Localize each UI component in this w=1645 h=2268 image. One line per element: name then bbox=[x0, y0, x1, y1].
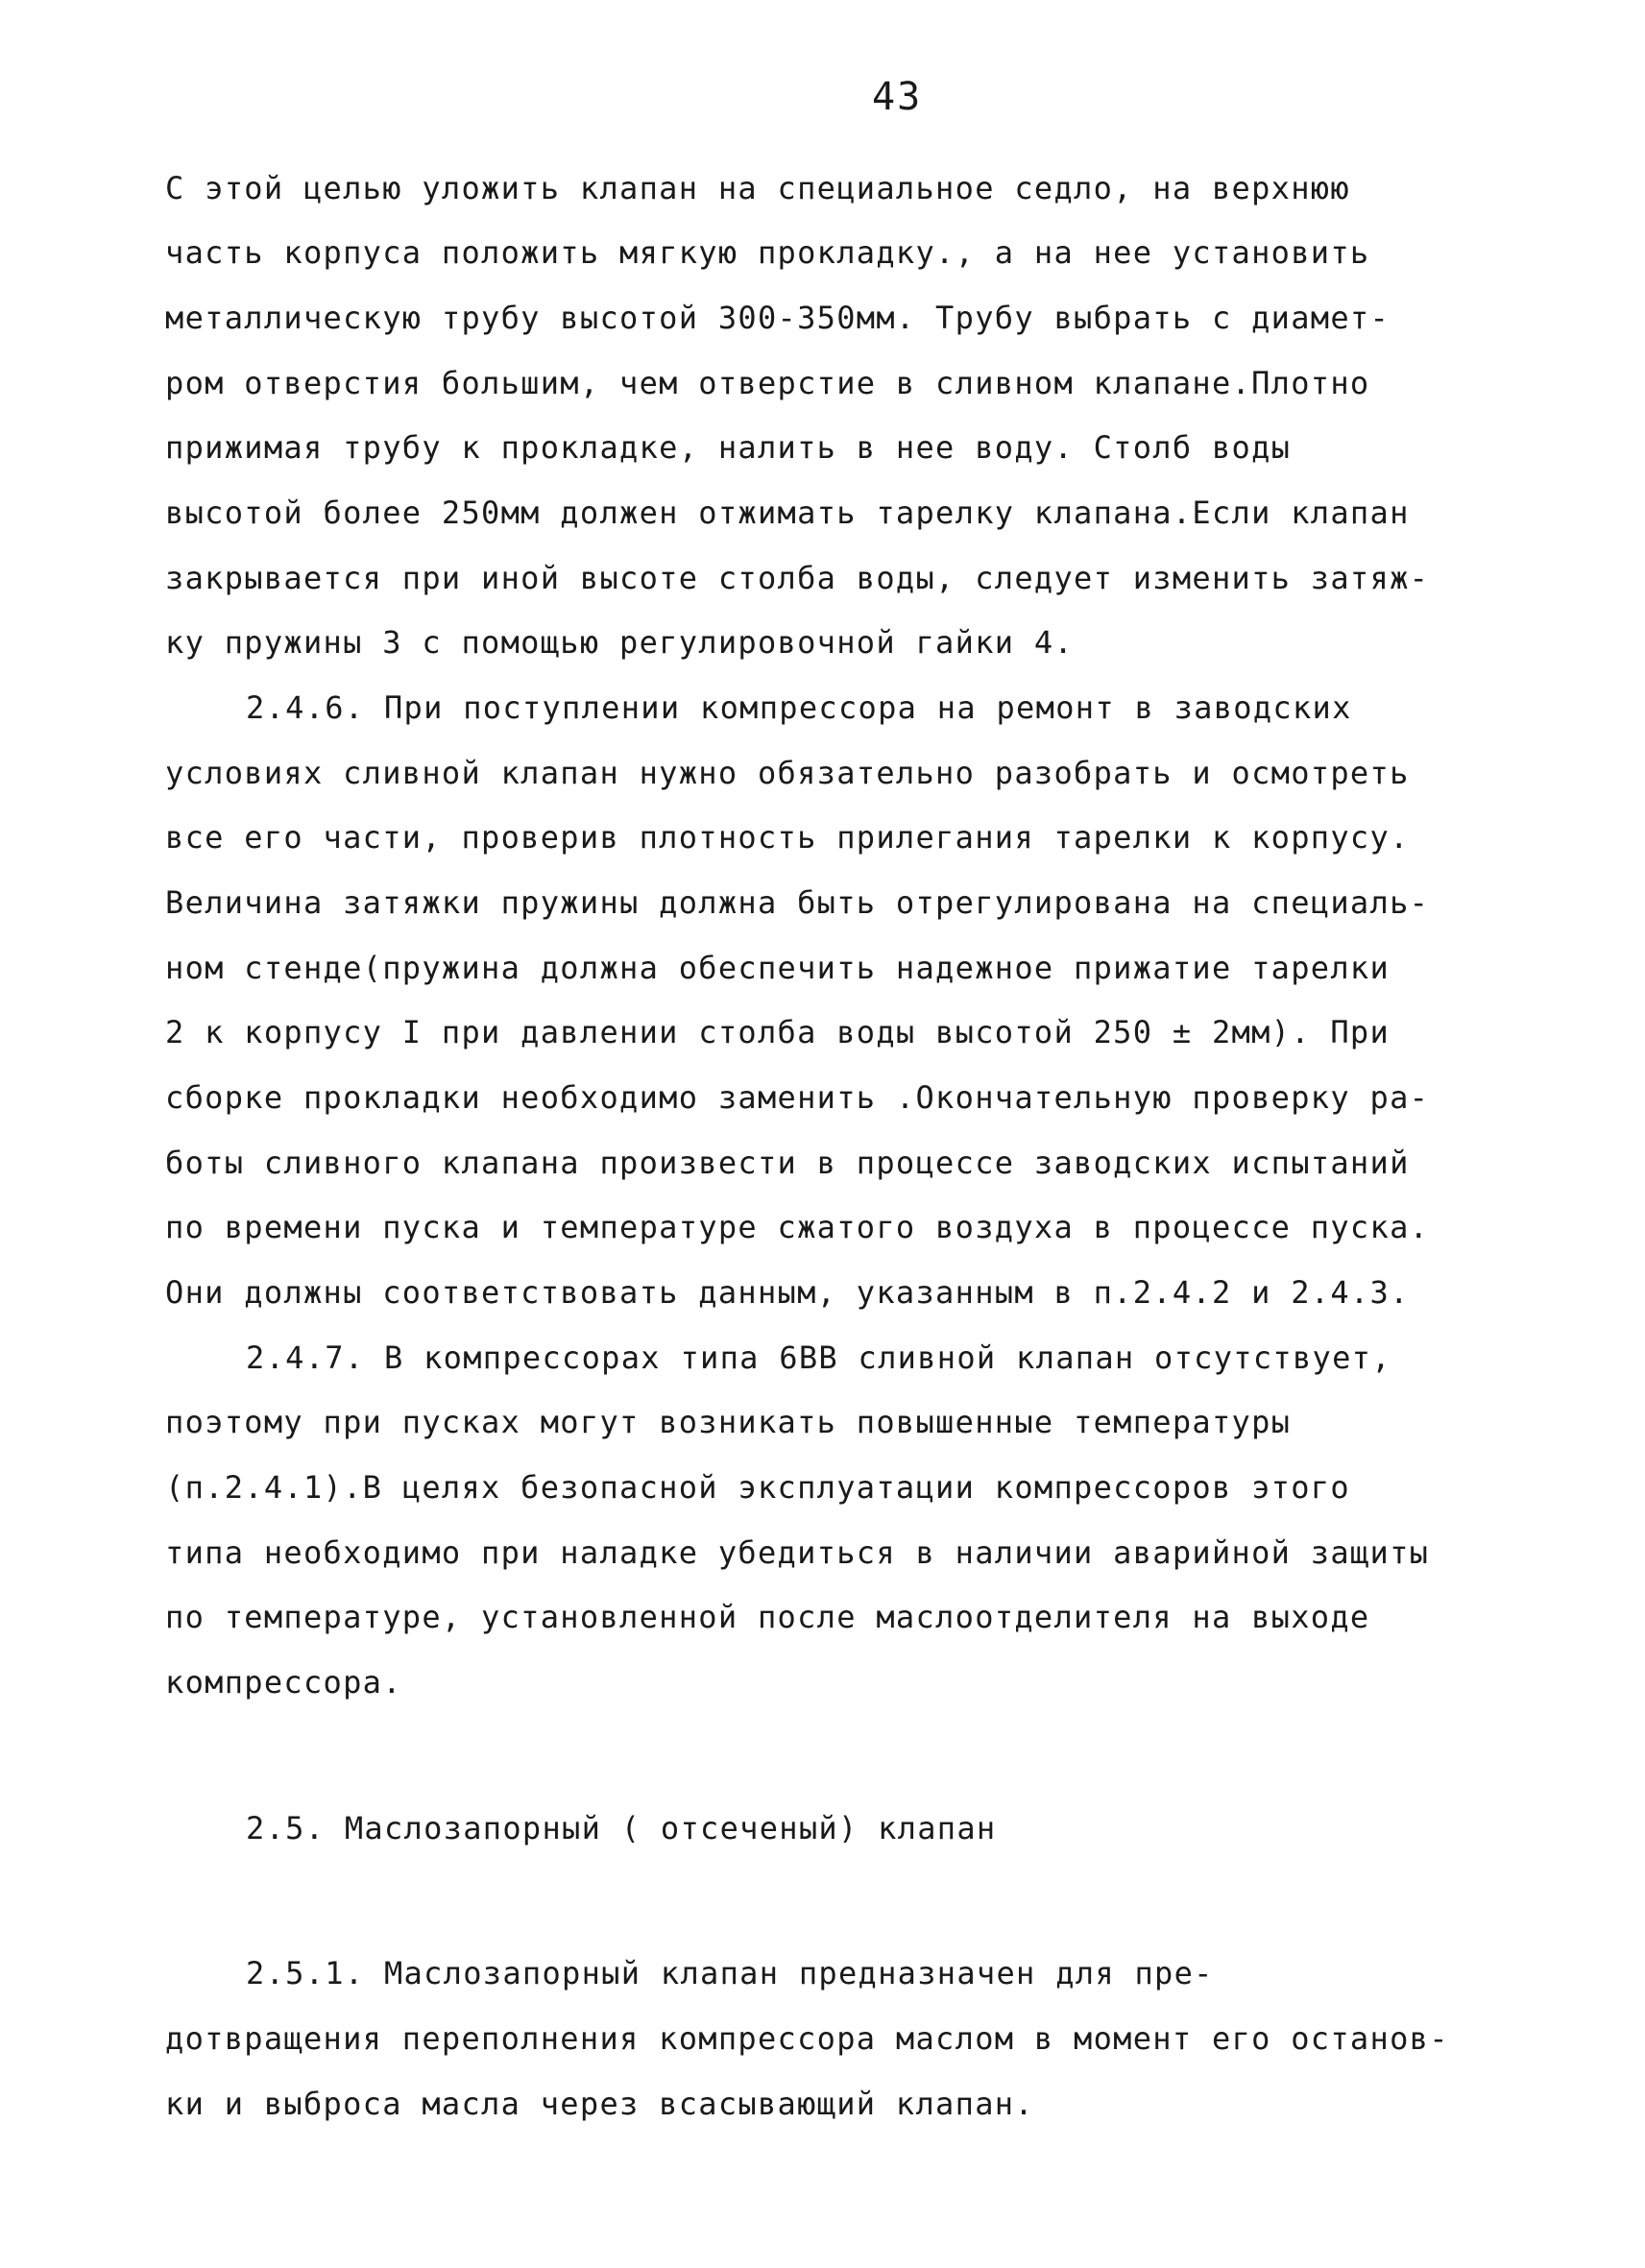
text-line: компрессора. bbox=[165, 1664, 402, 1701]
text-line: сборке прокладки необходимо заменить .Окончательную проверку ра- bbox=[165, 1079, 1430, 1116]
text-line: дотвращения переполнения компрессора маслом в момент его останов- bbox=[165, 2020, 1449, 2057]
text-line: С этой целью уложить клапан на специальное седло, на верхнюю bbox=[165, 170, 1350, 206]
paragraph-2-4-6-start: 2.4.6. При поступлении компрессора на ремонт в заводских bbox=[246, 689, 1352, 726]
paragraph-2-4-7-start: 2.4.7. В компрессорах типа 6ВВ сливной клапан отсутствует, bbox=[246, 1339, 1391, 1376]
text-line: типа необходимо при наладке убедиться в наличии аварийной защиты bbox=[165, 1534, 1430, 1571]
text-line: боты сливного клапана произвести в процессе заводских испытаний bbox=[165, 1145, 1410, 1181]
text-line: по времени пуска и температуре сжатого воздуха в процессе пуска. bbox=[165, 1209, 1430, 1245]
text-line: ки и выброса масла через всасывающий клапан. bbox=[165, 2086, 1034, 2122]
section-heading-2-5: 2.5. Маслозапорный ( отсеченый) клапан bbox=[246, 1810, 997, 1846]
text-line: часть корпуса положить мягкую прокладку., а на нее установить bbox=[165, 234, 1370, 271]
paragraph-2-5-1-start: 2.5.1. Маслозапорный клапан предназначен для пре- bbox=[246, 1955, 1214, 1991]
text-line: 2 к корпусу I при давлении столба воды высотой 250 ± 2мм). При bbox=[165, 1014, 1391, 1050]
text-line: Величина затяжки пружины должна быть отрегулирована на специаль- bbox=[165, 884, 1430, 921]
text-line: закрывается при иной высоте столба воды, следует изменить затяж- bbox=[165, 560, 1430, 596]
text-line: ном стенде(пружина должна обеспечить надежное прижатие тарелки bbox=[165, 950, 1391, 986]
text-line: прижимая трубу к прокладке, налить в нее воду. Столб воды bbox=[165, 429, 1292, 466]
text-line: Они должны соответствовать данным, указанным в п.2.4.2 и 2.4.3. bbox=[165, 1274, 1410, 1311]
text-line: ку пружины 3 с помощью регулировочной гайки 4. bbox=[165, 624, 1075, 661]
text-line: высотой более 250мм должен отжимать тарелку клапана.Если клапан bbox=[165, 495, 1410, 531]
text-line: металлическую трубу высотой 300-350мм. Трубу выбрать с диамет- bbox=[165, 300, 1391, 336]
text-line: поэтому при пусках могут возникать повышенные температуры bbox=[165, 1404, 1292, 1440]
text-line: по температуре, установленной после маслоотделителя на выходе bbox=[165, 1599, 1370, 1635]
text-line: (п.2.4.1).В целях безопасной эксплуатации компрессоров этого bbox=[165, 1469, 1350, 1506]
text-line: условиях сливной клапан нужно обязательно разобрать и осмотреть bbox=[165, 755, 1410, 791]
text-line: все его части, проверив плотность прилегания тарелки к корпусу. bbox=[165, 819, 1410, 856]
text-line: ром отверстия большим, чем отверстие в сливном клапане.Плотно bbox=[165, 365, 1370, 401]
page-number: 43 bbox=[872, 75, 923, 119]
